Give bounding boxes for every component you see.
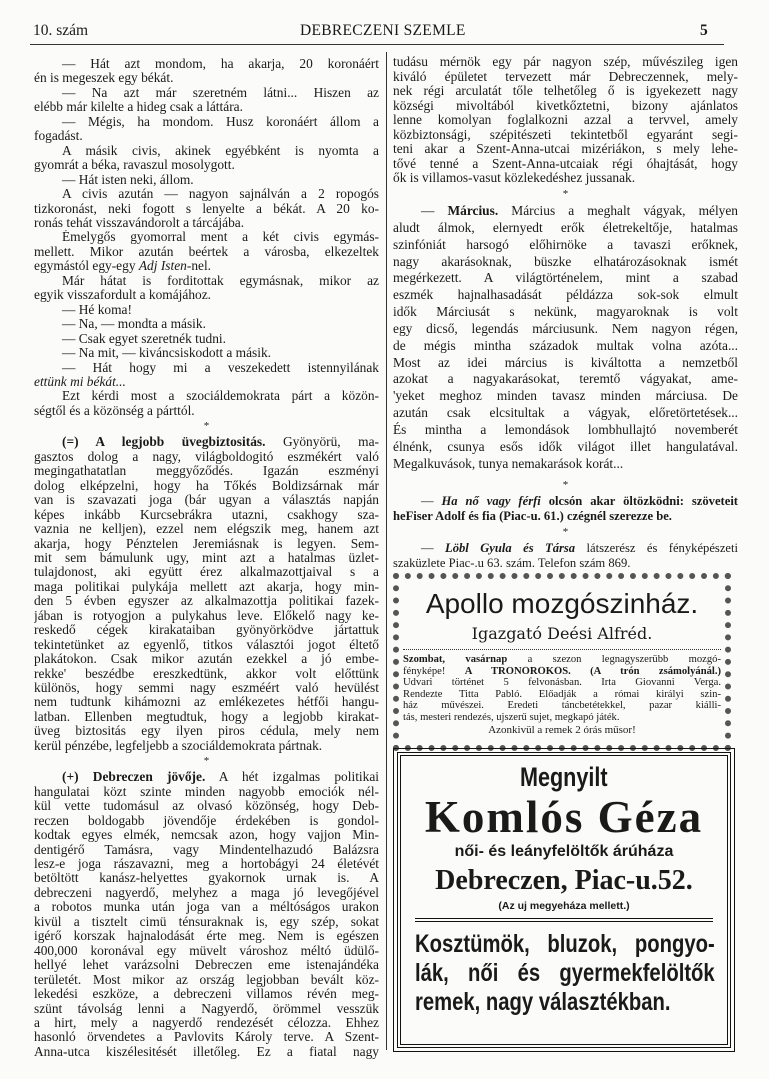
paragraph: [34, 389, 379, 418]
text-line: Rendezte Titta Pabló. Előadják a római királyi szin-: [403, 688, 721, 700]
text-line: den 5 évben egyszer az alkalmazottja politikai fazek-: [34, 594, 379, 609]
text-line: szinfóniát harsogó előhirnöke a tavaszi erőknek,: [393, 236, 738, 252]
text-line: megingathatatlan meggyőződés. Igazán eszményi: [34, 464, 379, 479]
text-run: Adj Isten: [138, 259, 187, 274]
text-line: területét. Most mikor az ország legjobban bevált köz-: [34, 972, 379, 987]
section-separator: *: [203, 420, 210, 433]
apollo-program: [403, 654, 721, 724]
text-run: -nel.: [186, 259, 212, 274]
text-run: látszerész és fényképészeti: [575, 541, 738, 555]
right-column-top: [393, 55, 738, 203]
text-run: (+) Debreczen jövője.: [62, 770, 206, 785]
text-line: azokat a nagyakarásokat, teremtő vágyakat, ame-: [393, 371, 738, 387]
text-line: jában is rotyogjon a pulykahus leve. Előkelő nagy ke-: [34, 608, 379, 623]
text-line: kivül a tisztelt cimü ténsuraknak is, egy szép, sokat: [34, 914, 379, 929]
text-line: üveg biztositás egy ilyen piros cédula, mely nem: [34, 724, 379, 739]
text-line: lekedési eszköze, a debreczeni villamos révén meg-: [34, 987, 379, 1002]
apollo-cinema-ad: [393, 573, 731, 751]
komlos-note: (Az uj megyeháza mellett.): [498, 900, 630, 912]
text-run: Gyönyörü, ma-: [265, 435, 379, 450]
paragraph: [34, 274, 379, 303]
text-line: lenne komolyan foglalkozni azzal a tervvel, amely: [393, 113, 738, 127]
komlos-name: Komlós Géza: [424, 792, 704, 842]
text-line: — Csak egyet szeretnék tudni.: [62, 331, 226, 346]
text-run: Löbl Gyula és Társa: [445, 541, 576, 555]
text-run: heFiser Adolf és fia (Piac-u. 61.) czégnél szerezze be.: [393, 509, 672, 523]
section-separator: *: [562, 526, 569, 538]
text-line: közbiztonsági, szépitészeti tekintetből egyaránt segi-: [393, 127, 738, 142]
text-line: latban. Ellenben megtudtuk, hogy a legjobb kirakat-: [34, 709, 379, 724]
text-run: (=) A legjobb üvegbiztositás.: [62, 435, 266, 450]
text-line: én is megeszek egy békát.: [34, 71, 174, 86]
left-column: [34, 57, 379, 1059]
text-line: de mégis mintha századok multak volna azóta...: [393, 337, 738, 353]
text-line: debreczeni nagyerdő, melyhez a maga jó levegőjével: [34, 885, 379, 900]
text-line: Anna-utca kiszélesitését illetőleg. Ez a fiatal nagy: [34, 1044, 379, 1059]
text-line: [393, 494, 738, 509]
text-line: Émelygős gyomorral ment a két civis egymás-: [62, 230, 379, 245]
text-line: hangulatai közt szinte minden nagyobb emociók nél-: [34, 784, 379, 799]
section-separator: *: [562, 187, 569, 200]
text-line: hasonló örvendetes a Pavlovits Károly terve. A Szent-: [34, 1030, 379, 1045]
text-line: gyomrát a béka, ravaszul mosolygott.: [34, 158, 235, 173]
text-run: fényképe!: [403, 665, 465, 677]
text-line: azután csak elcsitultak a vágyak, előretörtetések...: [393, 405, 738, 421]
text-line: — Hát isten neki, állom.: [62, 172, 194, 187]
text-line: nem tudtunk kihámozni az emlékezetes hétfői hangu-: [34, 695, 379, 710]
section-separator: *: [562, 479, 569, 491]
text-line: egy dicső, legendás márciusunk. Nem nagyon régen,: [393, 320, 738, 336]
text-line: ségtől és a közönség a párttól.: [34, 403, 195, 418]
text-line: képes inkább Kurcsebrákra utazni, csakhogy sza-: [34, 507, 379, 522]
paragraph: [34, 173, 379, 187]
apollo-divider: [403, 649, 721, 650]
paragraph: [34, 346, 379, 360]
text-line: tás, mesteri rendezés, ujszerű sujet, megkapó játék.: [403, 711, 620, 723]
text-run: —: [421, 203, 448, 218]
text-line: akarja, hogy Pénztelen Jeremiásnak is legyen. Sem-: [34, 536, 379, 551]
text-line: [34, 770, 379, 784]
text-line: tővé tenné a Szent-Anna-utcaiak régi óhajtását, hogy: [393, 156, 738, 171]
paragraph: [34, 187, 379, 230]
text-run: A TRÓNÖRÖKÖS. (A trón zsámolyánál.): [464, 665, 721, 677]
text-line: tizkoronást, neki fogott s lenyelte a békát. A 20 ko-: [34, 201, 379, 216]
text-line: rekke' beszédbe ereszkedtünk, akkor volt előttünk: [34, 666, 379, 681]
text-line: [393, 509, 738, 524]
text-line: Most az idei március is kiváltotta a nemzetből: [393, 354, 738, 370]
text-line: a robotos munka után joga van a méltóságos urakon: [34, 900, 379, 915]
text-line: Kosztümök, bluzok, pongyo-: [415, 930, 715, 958]
text-line: A civis azután — nagyon sajnálván a 2 ropogós: [62, 187, 379, 202]
text-line: 'yeket meghoz minden tavasz minden márciusa. De: [393, 388, 738, 404]
text-line: igérő korszak hajnalodását érte meg. Nem is egészen: [34, 929, 379, 944]
text-line: tudásu mérnök egy pár nagyon szép, művészileg igen: [393, 55, 738, 69]
komlos-opened: Megnyilt: [520, 762, 608, 792]
text-line: szünt távolság lenni a Nagyerdő, örömmel vesszük: [34, 1001, 379, 1016]
apollo-director: Igazgató Deési Alfréd.: [471, 624, 653, 643]
text-run: Március.: [447, 203, 499, 218]
text-line: mellett. Mikor azután beértek a városba, elkezeltek: [34, 244, 379, 259]
paragraph: [34, 115, 379, 144]
paragraph: [34, 435, 379, 753]
text-line: Már hátat is forditottak egymásnak, mikor az: [62, 273, 379, 288]
text-line: plakátokon. Csak mikor azután ezekkel a jó embe-: [34, 652, 379, 667]
text-line: lesz-e joga rászavazni, meg a hortobágyi 24 életévét: [34, 857, 379, 872]
text-line: elébb már kilelte a hideg csak a láttára.: [34, 100, 243, 115]
text-line: A másik civis, akinek egyébként is nyomta a: [62, 143, 379, 158]
text-line: ők is villamos-vasut közlekedéshez jussanak.: [393, 171, 636, 185]
paragraph: [34, 86, 379, 115]
komlos-address: Debreczen, Piac-u.52.: [435, 865, 693, 896]
text-line: vaznia ne kelljen), ezzel nem elégszik meg, hanem azt: [34, 522, 379, 537]
komlos-offer: [415, 930, 715, 1017]
section-separator: *: [203, 755, 210, 768]
text-line: reskedő cégek kirakataiban gyönyörködve jártattuk: [34, 623, 379, 638]
paragraph: [393, 541, 738, 571]
text-line: Ezt kérdi most a szociáldemokrata párt a közön-: [62, 389, 379, 404]
paragraph: [34, 317, 379, 331]
paragraph: [34, 770, 379, 1059]
text-line: ház művészei. Eredeti táncbetétekkel, pazar kiálli-: [403, 700, 721, 712]
apollo-footer: Azonkivül a remek 2 órás műsor!: [488, 723, 636, 736]
text-line: betöltött kanász-helyettes gyakornok urnak is. A: [34, 871, 379, 886]
text-line: — Na, — mondta a másik.: [62, 317, 206, 332]
text-line: — Na mit, — kiváncsiskodott a másik.: [62, 346, 272, 361]
paragraph: [393, 55, 738, 186]
text-line: kodtak egyes elmék, nemcsak azon, hogy vajjon Min-: [34, 828, 379, 843]
text-line: a hirt, mely a nagyerdő rendezését célozza. Ehhez: [34, 1016, 379, 1030]
text-run: Ha nő vagy férfi: [441, 494, 541, 508]
right-notices: [393, 477, 738, 571]
text-line: [393, 203, 738, 220]
paragraph: [34, 332, 379, 346]
header-rule: [30, 44, 724, 45]
text-run: A hét izgalmas politikai: [205, 770, 379, 785]
text-line: kiváló épületet tervezett már Debreczennek, mely-: [393, 69, 738, 84]
text-line: remek, nagy választékban.: [415, 988, 671, 1016]
text-line: tekintetünket az egyenlő, titkos választói jogot éltető: [34, 637, 379, 652]
text-line: [34, 435, 379, 449]
text-run: olcsón akar öltözködni: szöveteit: [540, 494, 738, 508]
text-line: reczen boldogabb jövendője érdekében is gondol-: [34, 813, 379, 828]
komlos-store-ad: [397, 752, 731, 1048]
text-line: 400,000 koronával egy müvelt városhoz méltó üdülő-: [34, 943, 379, 958]
komlos-subtitle: női- és leányfelöltők árúháza: [454, 843, 674, 860]
text-line: — Hé koma!: [62, 302, 132, 317]
text-line: szaküzlete Piac-.u 63. szám. Telefon szám 869.: [393, 556, 631, 570]
text-run: —: [421, 494, 442, 508]
text-line: lák, női és gyermekfelöltők: [415, 959, 715, 987]
text-line: Udvari történet 5 felvonásban. Irta Giovanni Verga.: [403, 677, 721, 689]
text-line: dentigérő Tamásra, vagy Mindentelhazudó Balázsra: [34, 842, 379, 857]
paragraph: [393, 203, 738, 473]
text-line: kerül pénzébe, legfeljebb a szociáldemokrata pártnak.: [34, 738, 323, 753]
text-line: És mintha a lemondások lombhullajtó novemberét: [393, 421, 738, 437]
apollo-title: Apollo mozgószinház.: [425, 588, 699, 619]
issue-number: 10. szám: [33, 22, 89, 39]
column-divider: [386, 52, 387, 1050]
text-line: nek régi arculatát tőle telhetőleg ő is igyekezett nagy: [393, 84, 738, 98]
text-line: megérkezett. A világtörténelem, mint a szabad: [393, 270, 738, 286]
text-line: gasztos dolog a nagy, világboldogitó eszmékért való: [34, 449, 379, 464]
text-line: mit sem bámulunk ugy, mint azt a hatalmas üzlet-: [34, 550, 379, 565]
text-line: maga politikai pulykája mellett azt akarja, hogy min-: [34, 579, 379, 594]
text-line: Megalkuvások, tunya nemakarások korát...: [393, 455, 624, 471]
text-run: Március a meghalt vágyak, mélyen: [498, 203, 738, 218]
text-run: a szezon legnagyszerübb mozgó-: [507, 654, 721, 665]
page-number: 5: [700, 22, 708, 39]
text-run: Szombat, vasárnap: [403, 654, 508, 665]
paragraph: [34, 361, 379, 390]
text-line: egyik visszafordult a komájához.: [34, 288, 212, 303]
text-line: [34, 375, 379, 389]
text-run: ettünk mi békát...: [34, 374, 126, 389]
text-line: van is szavazati joga (bár ugyan a választás napján: [34, 493, 379, 508]
text-line: kül vette tudomásul az olvasó közönség, hogy Deb-: [34, 799, 379, 814]
text-line: aludt álmok, elernyedt erők életrekeltője, hatalmas: [393, 219, 738, 235]
text-line: eszmék hajnalhasadását példázza sok-sok elmult: [393, 287, 738, 303]
text-line: [393, 541, 738, 556]
text-run: egymástól egy-egy: [34, 259, 139, 274]
komlos-divider: [415, 918, 713, 922]
text-line: idők Márciusát s nekünk, magyaroknak is volt: [393, 304, 738, 320]
text-line: [403, 666, 721, 678]
text-line: [403, 654, 721, 666]
text-line: fogadást.: [34, 129, 83, 144]
text-line: ronás tehát visszavándorolt a tárcájába.: [34, 215, 245, 230]
text-line: — Hát azt mondom, ha akarja, 20 koronáért: [62, 57, 379, 71]
text-line: — Mégis, ha mondom. Husz koronáért állom a: [62, 114, 379, 129]
text-line: élnénk, csunya esős idők világot illet hangulatával.: [393, 438, 738, 454]
text-line: nagy akarásoknak, büszke elhatározásoknak ismét: [393, 253, 738, 269]
paragraph: [34, 303, 379, 317]
text-line: községi mivoltából kivetkőztetni, bizony ajánlatos: [393, 98, 738, 113]
text-line: teni akar a Szent-Anna-utcai mizériákon, s mely lehe-: [393, 142, 738, 156]
paragraph: [34, 230, 379, 273]
newspaper-title: DEBRECZENI SZEMLE: [300, 22, 466, 39]
text-line: — Na azt már szeretném látni... Hiszen az: [62, 85, 379, 100]
text-line: hellyé lehet varázsolni Debreczen eme istenajándéka: [34, 958, 379, 973]
text-line: tulajdonost, aki együtt érez alkalmazottjaival s a: [34, 565, 379, 580]
text-line: különös, hogy semmi nagy eszméért való hevülést: [34, 681, 379, 696]
paragraph: [34, 57, 379, 86]
text-run: —: [421, 541, 446, 555]
paragraph: [393, 494, 738, 524]
text-line: dolog elképzelni, hogy ha Tőkés Boldizsárnak már: [34, 478, 379, 493]
text-line: — Hát hogy mi a veszekedett istennyilának: [62, 360, 379, 375]
text-line: [34, 259, 379, 273]
marcius-article: [393, 203, 738, 473]
paragraph: [34, 144, 379, 173]
